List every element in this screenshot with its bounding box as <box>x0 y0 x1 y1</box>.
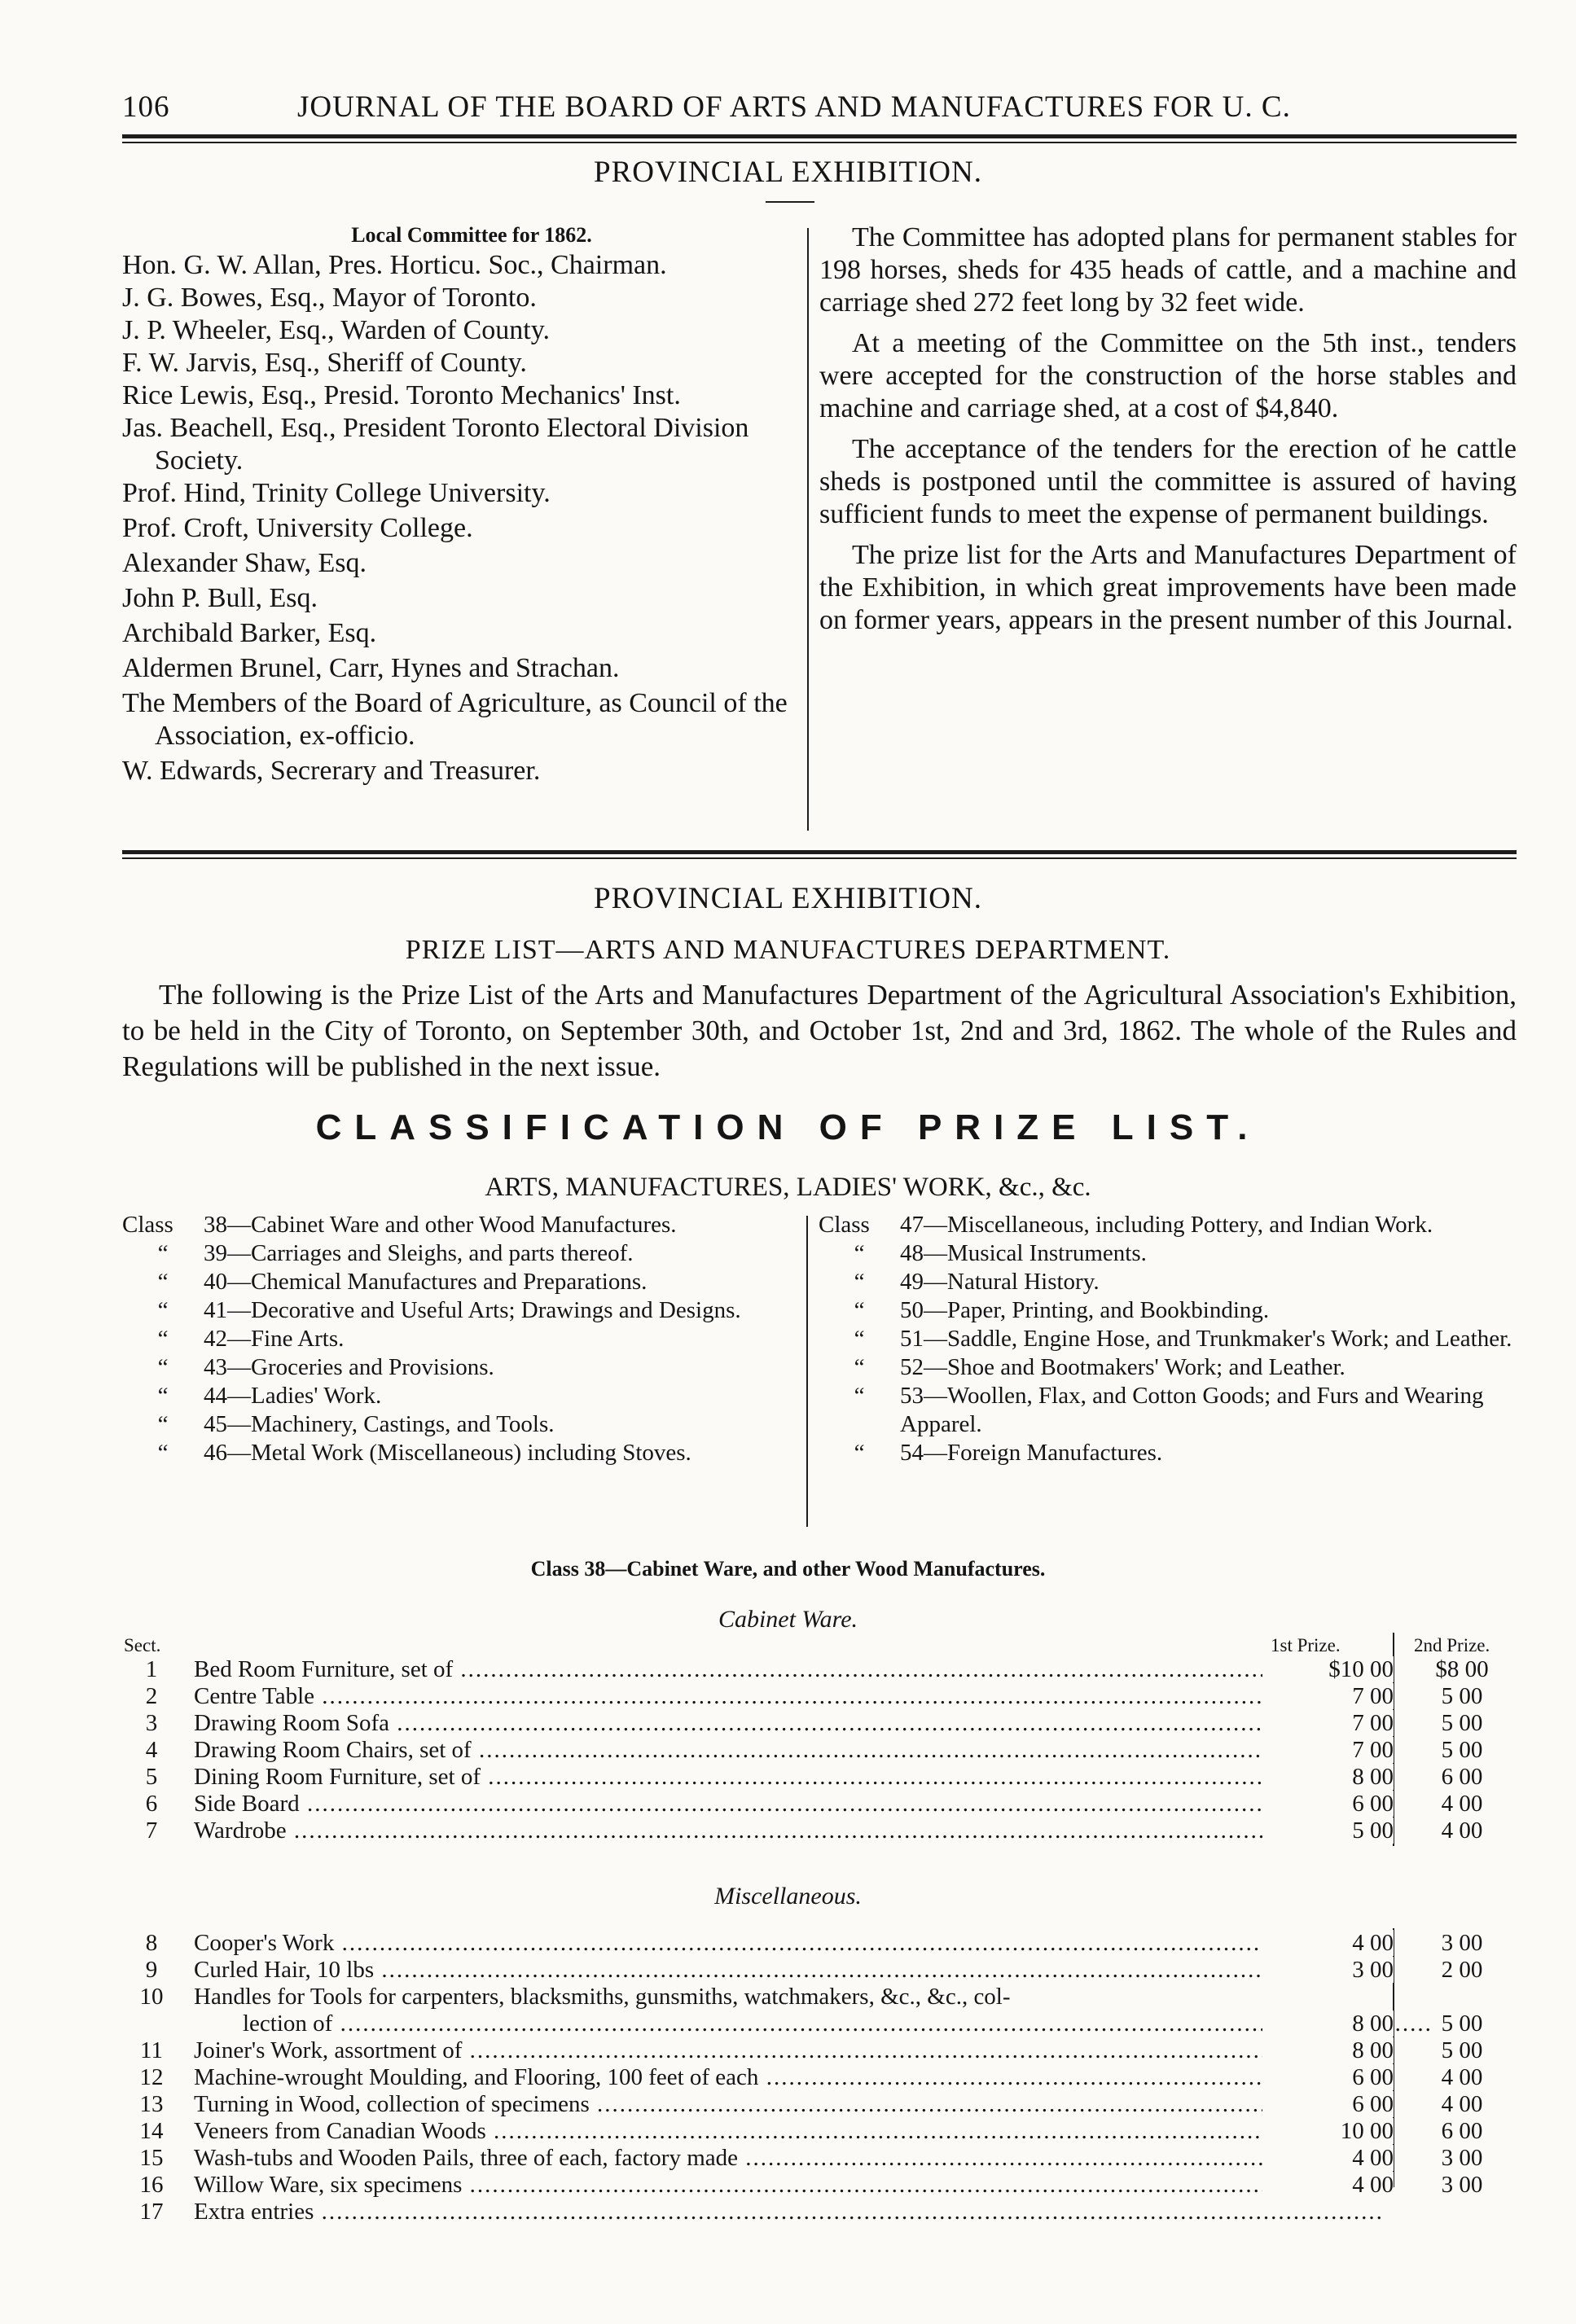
class-entry <box>122 1439 790 1467</box>
class-description: 48—Musical Instruments. <box>900 1240 1147 1266</box>
class-entry <box>122 1296 790 1325</box>
committee-member: The Members of the Board of Agriculture, as Council of the Association, ex-officio. <box>122 688 788 751</box>
item-description: lection of ..... <box>194 2010 1432 2037</box>
class-entry <box>819 1325 1517 1353</box>
prize-row <box>122 2091 1539 2117</box>
committee-member: J. G. Bowes, Esq., Mayor of Toronto. <box>122 283 537 313</box>
class-description: 45—Machinery, Castings, and Tools. <box>204 1411 555 1437</box>
section1-rule-thick <box>122 850 1517 854</box>
item-description: Curled Hair, 10 lbs ..... <box>194 1957 1383 1983</box>
class-entry <box>819 1211 1517 1239</box>
prize-row <box>122 1710 1539 1736</box>
notes-paragraphs <box>819 221 1517 637</box>
prize-row <box>122 2010 1539 2037</box>
group1-title: Cabinet Ware. <box>718 1606 858 1633</box>
intro-paragraph: The following is the Prize List of the Arts and Manufactures Department of the Agricultural Association's Exhibition, to be held in the City of Toronto, on September 30th, and October 1st, 2nd and 3rd, 1862. The whole of the Rules and Regulations will be published in the next issue. <box>122 979 1517 1082</box>
first-prize: 6 00 <box>1262 2064 1394 2090</box>
second-prize: 5 00 <box>1441 1683 1483 1709</box>
committee-member: Prof. Hind, Trinity College University. <box>122 478 551 508</box>
section-number: 14 <box>139 2118 164 2144</box>
item-description: Side Board ..... <box>194 1791 1383 1817</box>
class-description: 49—Natural History. <box>900 1269 1100 1295</box>
class-description: 39—Carriages and Sleighs, and parts thereof. <box>204 1240 634 1266</box>
section-number: 4 <box>145 1737 158 1763</box>
ditto-mark: “ <box>157 1297 169 1323</box>
item-description: Cooper's Work ..... <box>194 1930 1383 1956</box>
prize-row <box>122 2064 1539 2090</box>
second-prize: 3 00 <box>1441 2145 1483 2171</box>
class-description: 54—Foreign Manufactures. <box>900 1440 1163 1466</box>
section-number: 17 <box>139 2199 164 2225</box>
class-word: Class <box>819 1212 870 1238</box>
class-description: 38—Cabinet Ware and other Wood Manufactures. <box>204 1212 677 1238</box>
column-divider-2 <box>806 1216 808 1527</box>
section-number: 12 <box>139 2064 164 2090</box>
committee-member: J. P. Wheeler, Esq., Warden of County. <box>122 315 551 345</box>
item-description: Joiner's Work, assortment of ..... <box>194 2037 1383 2063</box>
header-rule-thin <box>122 142 1517 143</box>
section2-title: PROVINCIAL EXHIBITION. <box>594 882 982 915</box>
section-number: 7 <box>145 1818 158 1844</box>
ditto-mark: “ <box>157 1269 169 1295</box>
item-description: Extra entries ..... <box>194 2199 1383 2225</box>
prize-row <box>122 2172 1539 2198</box>
second-prize: 5 00 <box>1441 2037 1483 2063</box>
first-prize: 4 00 <box>1262 2172 1394 2198</box>
ditto-mark: “ <box>157 1326 169 1352</box>
notes-paragraph: At a meeting of the Committee on the 5th inst., tenders were accepted for the construction of the horse stables and machine and carriage shed, at a cost of $4,840. <box>819 328 1517 423</box>
prize-row <box>122 1656 1539 1682</box>
first-prize: 4 00 <box>1262 1930 1394 1956</box>
item-description: Drawing Room Sofa ..... <box>194 1710 1383 1736</box>
ditto-mark: “ <box>157 1383 169 1409</box>
group2-title: Miscellaneous. <box>714 1883 862 1910</box>
class-entry <box>122 1353 790 1382</box>
committee-member: John P. Bull, Esq. <box>122 583 318 613</box>
ditto-mark: “ <box>157 1411 169 1437</box>
column-divider-1 <box>807 228 809 831</box>
class-description: 42—Fine Arts. <box>204 1326 345 1352</box>
first-prize: 4 00 <box>1262 2145 1394 2171</box>
first-prize: 7 00 <box>1262 1683 1394 1709</box>
notes-paragraph: The acceptance of the tenders for the erection of he cattle sheds is postponed until the committee is assured of having sufficient funds to meet the expense of permanent buildings. <box>819 434 1517 529</box>
class-entry <box>122 1410 790 1439</box>
notes-paragraph: The Committee has adopted plans for permanent stables for 198 horses, sheds for 435 heads of cattle, and a machine and carriage shed 272 feet long by 32 feet wide. <box>819 222 1517 318</box>
prize-row <box>122 1683 1539 1709</box>
prize-row <box>122 1791 1539 1817</box>
second-prize: $8 00 <box>1435 1656 1489 1682</box>
committee-member: Jas. Beachell, Esq., President Toronto Electoral Division Society. <box>122 413 749 476</box>
second-prize: 5 00 <box>1441 2010 1483 2037</box>
committee-member: Prof. Croft, University College. <box>122 513 473 543</box>
class-entry <box>819 1296 1517 1325</box>
item-description: Wardrobe ..... <box>194 1818 1383 1844</box>
class-entry <box>122 1325 790 1353</box>
second-prize: 3 00 <box>1441 1930 1483 1956</box>
prize-row <box>122 1764 1539 1790</box>
section1-rule-thin <box>122 857 1517 859</box>
second-prize: 4 00 <box>1441 1818 1483 1844</box>
first-prize: 8 00 <box>1262 1764 1394 1790</box>
committee-member: Rice Lewis, Esq., Presid. Toronto Mechanics' Inst. <box>122 380 681 410</box>
second-prize: 3 00 <box>1441 2172 1483 2198</box>
committee-list <box>122 221 797 790</box>
committee-member: Archibald Barker, Esq. <box>122 618 377 648</box>
first-prize: 8 00 <box>1262 2010 1394 2037</box>
class-description: 47—Miscellaneous, including Pottery, and Indian Work. <box>900 1212 1433 1238</box>
committee-notes <box>819 221 1517 645</box>
col-sect-header: Sect. <box>124 1635 161 1655</box>
prize-table-heading: Class 38—Cabinet Ware, and other Wood Manufactures. <box>530 1557 1046 1581</box>
committee-member: Alexander Shaw, Esq. <box>122 548 367 578</box>
second-prize: 2 00 <box>1441 1957 1483 1983</box>
section-number: 6 <box>145 1791 158 1817</box>
class-description: 53—Woollen, Flax, and Cotton Goods; and Furs and Wearing Apparel. <box>900 1383 1484 1437</box>
page-number: 106 <box>122 90 170 124</box>
first-prize: 6 00 <box>1262 1791 1394 1817</box>
second-prize: 4 00 <box>1441 2091 1483 2117</box>
second-prize: 4 00 <box>1441 1791 1483 1817</box>
prize-row <box>122 1818 1539 1844</box>
second-prize: 6 00 <box>1441 1764 1483 1790</box>
committee-member: Aldermen Brunel, Carr, Hynes and Strachan. <box>122 653 620 683</box>
first-prize: 7 00 <box>1262 1737 1394 1763</box>
section1-title-rule <box>766 201 814 203</box>
item-description: Bed Room Furniture, set of ..... <box>194 1656 1383 1682</box>
prize-row <box>122 2118 1539 2144</box>
class-entry <box>819 1439 1517 1467</box>
journal-title: JOURNAL OF THE BOARD OF ARTS AND MANUFACTURES FOR U. C. <box>297 90 1291 124</box>
class-description: 41—Decorative and Useful Arts; Drawings and Designs. <box>204 1297 741 1323</box>
classification-subtitle: ARTS, MANUFACTURES, LADIES' WORK, &c., &c. <box>485 1173 1091 1202</box>
class-description: 52—Shoe and Bootmakers' Work; and Leather. <box>900 1354 1346 1380</box>
second-prize: 5 00 <box>1441 1710 1483 1736</box>
class-entry <box>122 1268 790 1296</box>
classification-title: CLASSIFICATION OF PRIZE LIST. <box>315 1107 1261 1147</box>
classes-right-column <box>819 1211 1517 1467</box>
ditto-mark: “ <box>854 1440 865 1466</box>
section-number: 16 <box>139 2172 164 2198</box>
col-first-header: 1st Prize. <box>1271 1635 1341 1655</box>
section-number: 3 <box>145 1710 158 1736</box>
first-prize: 5 00 <box>1262 1818 1394 1844</box>
prize-row <box>122 1737 1539 1763</box>
class-word: Class <box>122 1212 173 1238</box>
item-description: Veneers from Canadian Woods ..... <box>194 2118 1383 2144</box>
item-description: Drawing Room Chairs, set of ..... <box>194 1737 1383 1763</box>
class-entry <box>819 1239 1517 1268</box>
section-number: 8 <box>145 1930 158 1956</box>
section-number: 9 <box>145 1957 158 1983</box>
class-description: 43—Groceries and Provisions. <box>204 1354 494 1380</box>
second-prize: 4 00 <box>1441 2064 1483 2090</box>
class-entry <box>122 1239 790 1268</box>
item-description: Handles for Tools for carpenters, blacksmiths, gunsmiths, watchmakers, &c., &c., col- <box>194 1984 1011 2010</box>
section-number: 10 <box>139 1984 164 2010</box>
committee-member: Hon. G. W. Allan, Pres. Horticu. Soc., Chairman. <box>122 250 667 280</box>
section-number: 1 <box>145 1656 158 1682</box>
second-prize: 5 00 <box>1441 1737 1483 1763</box>
ditto-mark: “ <box>854 1326 865 1352</box>
committee-member: F. W. Jarvis, Esq., Sheriff of County. <box>122 348 527 378</box>
first-prize: $10 00 <box>1262 1656 1394 1682</box>
ditto-mark: “ <box>157 1240 169 1266</box>
prize-row <box>122 2199 1539 2225</box>
class-entry <box>122 1211 790 1239</box>
section-number: 15 <box>139 2145 164 2171</box>
item-description: Wash-tubs and Wooden Pails, three of each, factory made ..... <box>194 2145 1383 2171</box>
class-description: 44—Ladies' Work. <box>204 1383 382 1409</box>
item-description: Machine-wrought Moulding, and Flooring, 100 feet of each ..... <box>194 2064 1383 2090</box>
section-number: 5 <box>145 1764 158 1790</box>
committee-members <box>122 249 797 787</box>
prize-row <box>122 2037 1539 2063</box>
ditto-mark: “ <box>157 1354 169 1380</box>
ditto-mark: “ <box>854 1354 865 1380</box>
class-description: 40—Chemical Manufactures and Preparations. <box>204 1269 648 1295</box>
ditto-mark: “ <box>854 1383 865 1409</box>
committee-member: W. Edwards, Secrerary and Treasurer. <box>122 756 541 786</box>
ditto-mark: “ <box>854 1297 865 1323</box>
prize-list-subtitle: PRIZE LIST—ARTS AND MANUFACTURES DEPARTMENT. <box>405 935 1171 965</box>
first-prize: 3 00 <box>1262 1957 1394 1983</box>
item-description: Centre Table ..... <box>194 1683 1383 1709</box>
ditto-mark: “ <box>854 1269 865 1295</box>
first-prize: 6 00 <box>1262 2091 1394 2117</box>
committee-heading: Local Committee for 1862. <box>351 223 592 247</box>
ditto-mark: “ <box>157 1440 169 1466</box>
prize-row <box>122 1984 1539 2010</box>
section-number: 13 <box>139 2091 164 2117</box>
class-entry <box>819 1268 1517 1296</box>
class-entry <box>122 1382 790 1410</box>
class-entry <box>819 1382 1517 1439</box>
item-description: Willow Ware, six specimens ..... <box>194 2172 1383 2198</box>
header-rule-thick <box>122 134 1517 138</box>
prize-row <box>122 2145 1539 2171</box>
first-prize: 10 00 <box>1262 2118 1394 2144</box>
second-prize: 6 00 <box>1441 2118 1483 2144</box>
prize-row <box>122 1957 1539 1983</box>
notes-paragraph: The prize list for the Arts and Manufactures Department of the Exhibition, in which great improvements have been made on former years, appears in the present number of this Journal. <box>819 540 1517 635</box>
classes-left-column <box>122 1211 790 1467</box>
col-second-header: 2nd Prize. <box>1414 1635 1490 1655</box>
item-description: Dining Room Furniture, set of ..... <box>194 1764 1383 1790</box>
item-description: Turning in Wood, collection of specimens ..... <box>194 2091 1383 2117</box>
section1-title: PROVINCIAL EXHIBITION. <box>594 156 982 189</box>
class-description: 46—Metal Work (Miscellaneous) including Stoves. <box>204 1440 691 1466</box>
ditto-mark: “ <box>854 1240 865 1266</box>
section-number: 2 <box>145 1683 158 1709</box>
class-entry <box>819 1353 1517 1382</box>
section-number: 11 <box>140 2037 163 2063</box>
first-prize: 8 00 <box>1262 2037 1394 2063</box>
class-description: 51—Saddle, Engine Hose, and Trunkmaker's Work; and Leather. <box>900 1326 1512 1352</box>
class-description: 50—Paper, Printing, and Bookbinding. <box>900 1297 1270 1323</box>
prize-row <box>122 1930 1539 1956</box>
first-prize: 7 00 <box>1262 1710 1394 1736</box>
